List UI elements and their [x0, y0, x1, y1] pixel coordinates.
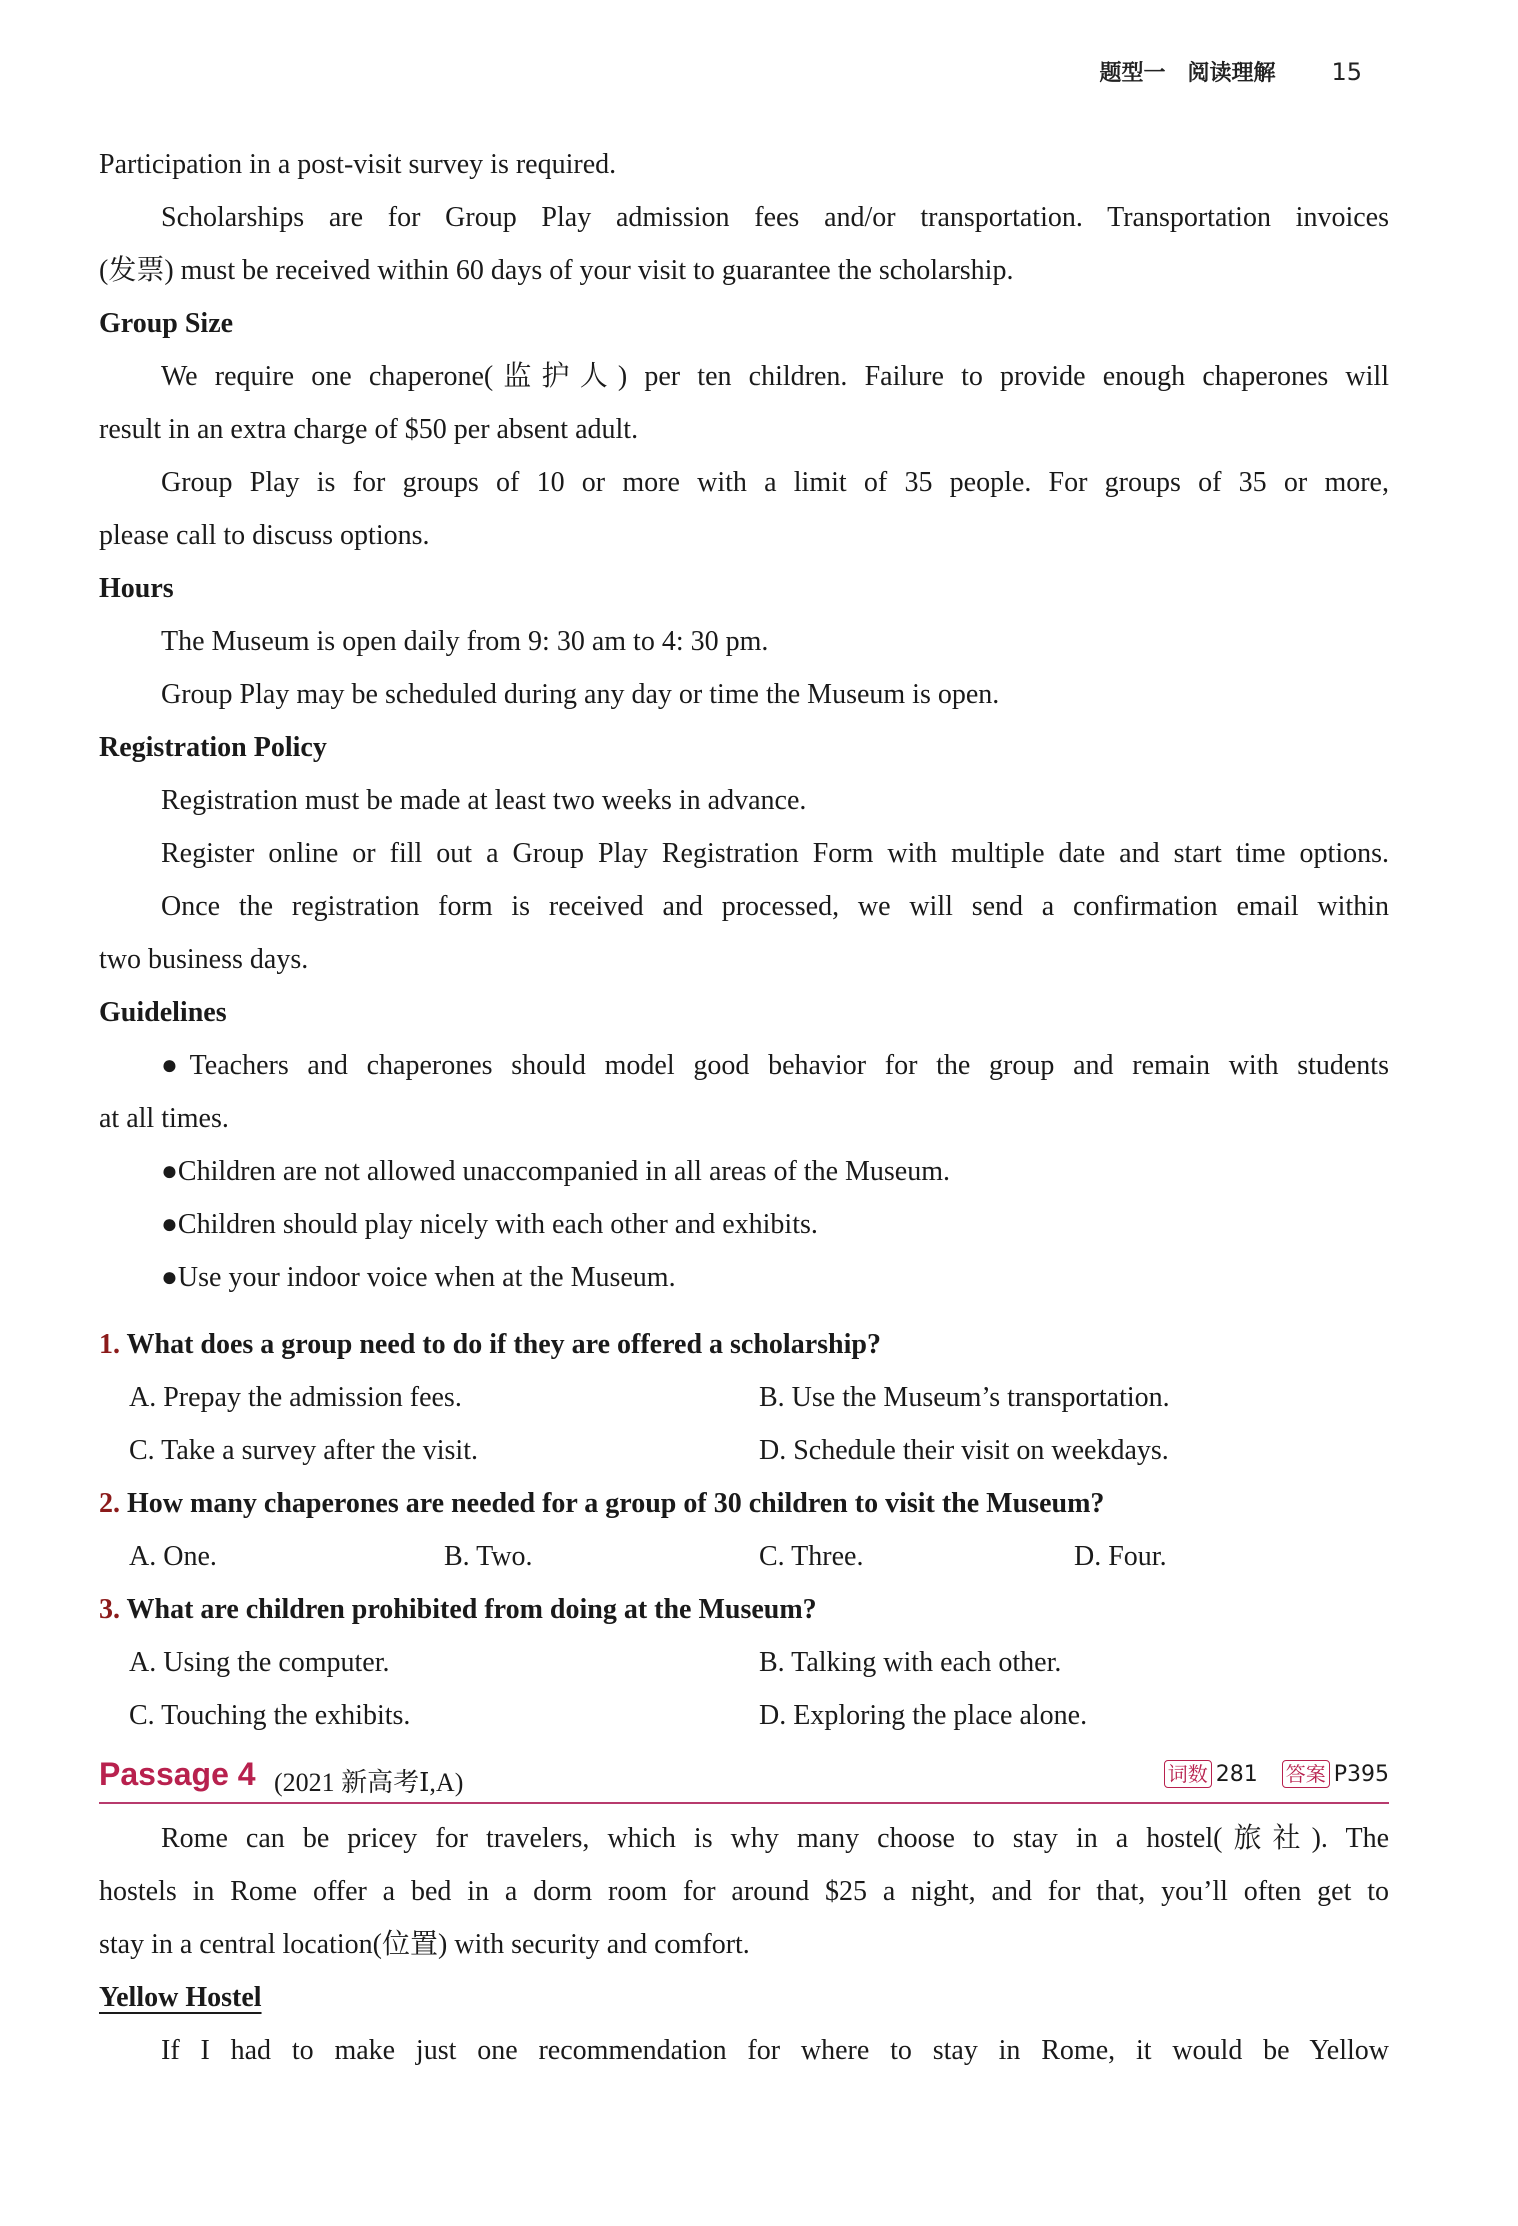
- option[interactable]: B. Two.: [444, 1541, 533, 1572]
- option[interactable]: C. Three.: [759, 1541, 864, 1572]
- word-count-tag: 词数: [1164, 1760, 1212, 1788]
- question: [99, 1318, 1389, 1371]
- options-row: [99, 1530, 1389, 1583]
- paragraph: Group Play is for groups of 10 or more with a limit of 35 people. For groups of 35 or more,: [161, 467, 1389, 498]
- question-text: How many chaperones are needed for a group of 30 children to visit the Museum?: [127, 1488, 1105, 1519]
- word-count: 281: [1215, 1762, 1258, 1787]
- option[interactable]: D. Exploring the place alone.: [759, 1700, 1088, 1731]
- paragraph: If I had to make just one recommendation for where to stay in Rome, it would be Yellow: [161, 2035, 1389, 2066]
- option[interactable]: D. Four.: [1074, 1541, 1167, 1572]
- paragraph: Group Play may be scheduled during any day or time the Museum is open.: [161, 679, 1000, 710]
- page-number: 15: [1331, 58, 1362, 86]
- section-heading: Yellow Hostel: [99, 1982, 262, 2013]
- passage-title: Passage 4: [99, 1756, 256, 1792]
- question-text: What are children prohibited from doing at the Museum?: [126, 1594, 817, 1625]
- option[interactable]: A. Using the computer.: [129, 1647, 390, 1678]
- list-item: ●Teachers and chaperones should model good behavior for the group and remain with students: [161, 1050, 1389, 1081]
- question-number: 3.: [99, 1594, 120, 1625]
- option[interactable]: A. One.: [129, 1541, 217, 1572]
- option[interactable]: B. Use the Museum’s transportation.: [759, 1382, 1170, 1413]
- paragraph: Registration must be made at least two weeks in advance.: [161, 785, 807, 816]
- passage-source: (2021 新高考Ⅰ,A): [274, 1768, 464, 1797]
- question-number: 1.: [99, 1329, 120, 1360]
- question-number: 2.: [99, 1488, 120, 1519]
- options-row: [99, 1371, 1389, 1424]
- option[interactable]: B. Talking with each other.: [759, 1647, 1062, 1678]
- paragraph: stay in a central location(位置) with security and comfort.: [99, 1929, 750, 1960]
- list-item: ●Children are not allowed unaccompanied in all areas of the Museum.: [161, 1156, 950, 1187]
- question-text: What does a group need to do if they are offered a scholarship?: [126, 1329, 881, 1360]
- list-item: at all times.: [99, 1103, 229, 1134]
- answer-tag: 答案: [1282, 1760, 1330, 1788]
- paragraph: hostels in Rome offer a bed in a dorm room for around $25 a night, and for that, you’ll often get to: [99, 1876, 1389, 1907]
- section-heading: Guidelines: [99, 997, 227, 1028]
- options-row: [99, 1689, 1389, 1742]
- answer-page[interactable]: P395: [1333, 1762, 1389, 1787]
- options-row: [99, 1424, 1389, 1477]
- option[interactable]: D. Schedule their visit on weekdays.: [759, 1435, 1169, 1466]
- passage-meta: [1164, 1760, 1389, 1788]
- paragraph: Participation in a post-visit survey is required.: [99, 149, 617, 180]
- paragraph: We require one chaperone(监护人) per ten children. Failure to provide enough chaperones will: [161, 361, 1389, 392]
- passage-header: [99, 1756, 1389, 1804]
- section-heading: Group Size: [99, 308, 234, 339]
- paragraph: Once the registration form is received and processed, we will send a confirmation email within: [161, 891, 1389, 922]
- list-item: ●Use your indoor voice when at the Museum.: [161, 1262, 676, 1293]
- option[interactable]: C. Take a survey after the visit.: [129, 1435, 478, 1466]
- paragraph: two business days.: [99, 944, 309, 975]
- running-head: [1099, 56, 1362, 87]
- option[interactable]: A. Prepay the admission fees.: [129, 1382, 462, 1413]
- option[interactable]: C. Touching the exhibits.: [129, 1700, 411, 1731]
- question: [99, 1583, 1389, 1636]
- paragraph: Register online or fill out a Group Play Registration Form with multiple date and start time options.: [161, 838, 1389, 869]
- question: [99, 1477, 1389, 1530]
- options-row: [99, 1636, 1389, 1689]
- paragraph: Rome can be pricey for travelers, which is why many choose to stay in a hostel(旅社). The: [161, 1823, 1389, 1854]
- paragraph: result in an extra charge of $50 per absent adult.: [99, 414, 639, 445]
- paragraph: (发票) must be received within 60 days of your visit to guarantee the scholarship.: [99, 255, 1014, 286]
- paragraph: please call to discuss options.: [99, 520, 430, 551]
- section-heading: Registration Policy: [99, 732, 327, 763]
- list-item: ●Children should play nicely with each other and exhibits.: [161, 1209, 818, 1240]
- section-title: 题型一 阅读理解: [1099, 61, 1276, 86]
- section-heading: Hours: [99, 573, 174, 604]
- content: [99, 138, 1389, 2077]
- paragraph: The Museum is open daily from 9: 30 am to 4: 30 pm.: [161, 626, 769, 657]
- paragraph: Scholarships are for Group Play admission fees and/or transportation. Transportation invoices: [161, 202, 1389, 233]
